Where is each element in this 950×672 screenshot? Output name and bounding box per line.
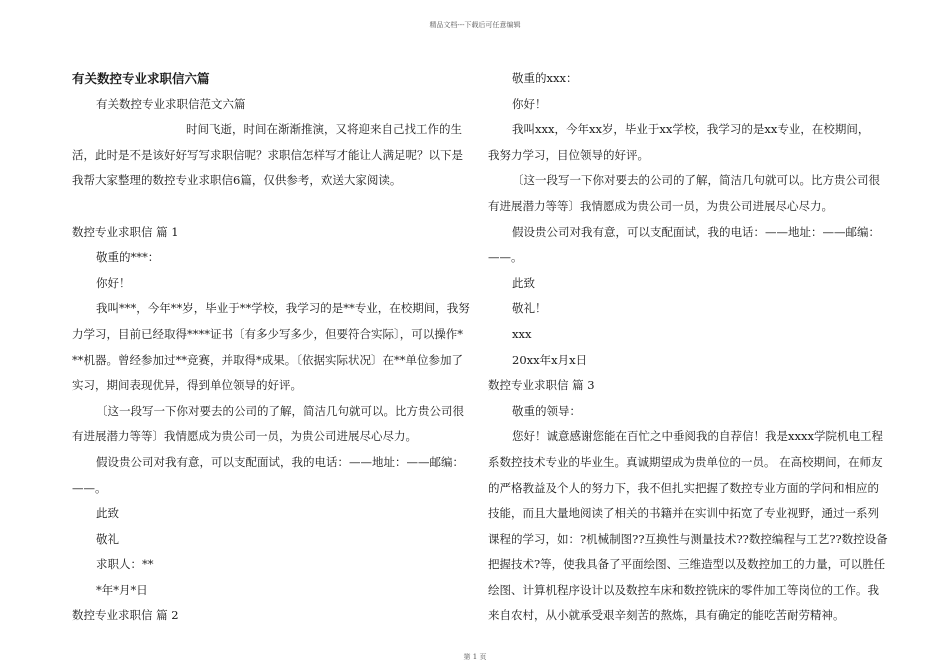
text-line: 数控专业求职信 篇 3 [488, 378, 595, 393]
text-line: 假设贵公司对我有意，可以支配面试，我的电话：——地址：——邮编： [96, 454, 464, 469]
text-line: 力学习，目前已经取得****证书〔有多少写多少，但要符合实际〕，可以操作* [72, 326, 463, 341]
text-line: 假设贵公司对我有意，可以支配面试，我的电话：——地址：——邮编： [512, 224, 880, 239]
text-line: 20xx年x月x日 [512, 352, 588, 367]
text-line: 数控专业求职信 篇 2 [72, 608, 179, 623]
text-line: 敬礼！ [512, 301, 547, 316]
text-line: 我帮大家整理的数控专业求职信6篇，仅供参考，欢送大家阅读。 [72, 173, 402, 188]
page-header: 精品文档---下载后可任意编辑 [429, 21, 521, 29]
text-line: 有进展潜力等等〕我情愿成为贵公司一员，为贵公司进展尽心尽力。 [72, 429, 417, 444]
text-line: 我叫xxx，今年xx岁，毕业于xx学校，我学习的是xx专业，在校期间， [512, 122, 870, 137]
text-line: 有关数控专业求职信六篇 [72, 71, 210, 86]
text-line: 实习，期间表现优异，得到单位领导的好评。 [72, 378, 302, 393]
text-line: xxx [512, 326, 532, 341]
text-line [72, 194, 460, 220]
text-line: 敬礼 [96, 531, 119, 546]
text-line: ——。 [488, 250, 523, 265]
left-column [72, 66, 470, 629]
right-column [488, 66, 888, 629]
text-line: 绘图、计算机程序设计以及数控车床和数控铣床的零件加工等岗位的工作。我 [488, 582, 879, 597]
text-line: 〔这一段写一下你对要去的公司的了解，简洁几句就可以。比方贵公司很 [512, 173, 880, 188]
text-line: 课程的学习，如：?机械制图??互换性与测量技术??数控编程与工艺??数控设备 [488, 531, 888, 546]
text-line: 有进展潜力等等〕我情愿成为贵公司一员，为贵公司进展尽心尽力。 [488, 198, 833, 213]
text-line: 敬重的xxx： [512, 71, 578, 85]
text-line: 〔这一段写一下你对要去的公司的了解，简洁几句就可以。比方贵公司很 [96, 403, 464, 418]
text-line: 系数控技术专业的毕业生。真诚期望成为贵单位的一员。 在高校期间，在师友 [488, 454, 883, 469]
text-line: 把握技术?等，使我具备了平面绘图、三维造型以及数控加工的力量，可以胜任 [488, 557, 886, 572]
text-line: 你好！ [96, 275, 131, 290]
text-line: 此致 [96, 506, 119, 521]
text-line: 敬重的领导： [512, 403, 581, 418]
text-line: 的严格教益及个人的努力下，我不但扎实把握了数控专业方面的学问和相应的 [488, 480, 879, 495]
text-line: 活，此时是不是该好好写写求职信呢？求职信怎样写才能让人满足呢？以下是 [72, 147, 463, 162]
text-line: 技能，而且大量地阅读了相关的书籍并在实训中拓宽了专业视野，通过一系列 [488, 506, 879, 521]
text-line: 敬重的***： [96, 250, 160, 265]
text-line: 你好！ [512, 96, 547, 111]
text-line: 来自农村，从小就承受艰辛刻苦的熬炼，具有确定的能吃苦耐劳精神。 [488, 608, 845, 623]
text-line: 时间飞逝，时间在渐渐推演，又将迎来自己找工作的生 [186, 122, 462, 137]
text-line: 您好！诚意感谢您能在百忙之中垂阅我的自荐信！我是xxxx学院机电工程 [512, 429, 883, 444]
text-line: *年*月*日 [96, 582, 148, 597]
text-line: 我努力学习，目位领导的好评。 [488, 147, 649, 162]
text-line: 我叫***，今年**岁，毕业于**学校，我学习的是**专业，在校期间，我努 [96, 301, 470, 316]
text-line: 数控专业求职信 篇 1 [72, 224, 179, 239]
text-line: 求职人：** [96, 557, 154, 572]
text-line: ——。 [72, 480, 107, 495]
page-number: 第 1 页 [463, 653, 487, 661]
text-line: **机器。曾经参加过**竞赛，并取得*成果。〔依据实际状况〕在**单位参加了 [72, 352, 463, 367]
text-line: 此致 [512, 275, 535, 290]
text-line: 有关数控专业求职信范文六篇 [96, 96, 246, 111]
